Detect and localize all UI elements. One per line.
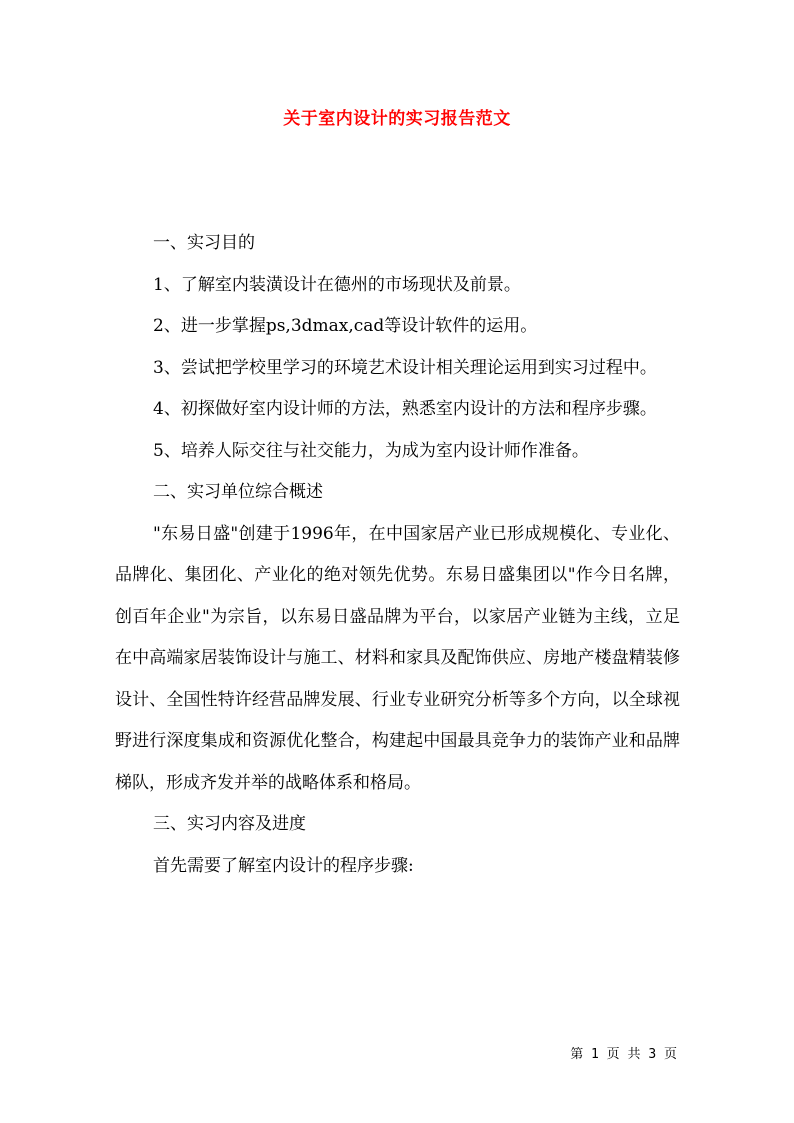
purpose-item-4: 4、初探做好室内设计师的方法，熟悉室内设计的方法和程序步骤。 bbox=[153, 399, 657, 419]
document-title: 关于室内设计的实习报告范文 bbox=[283, 109, 511, 129]
page-number: 第 1 页 共 3 页 bbox=[570, 1047, 677, 1062]
heading-content-progress: 三、实习内容及进度 bbox=[153, 814, 306, 834]
heading-purpose: 一、实习目的 bbox=[153, 233, 255, 253]
document-body bbox=[115, 223, 680, 887]
heading-company-overview: 二、实习单位综合概述 bbox=[153, 482, 323, 502]
purpose-item-3: 3、尝试把学校里学习的环境艺术设计相关理论运用到实习过程中。 bbox=[153, 357, 657, 378]
content-intro-paragraph: 首先需要了解室内设计的程序步骤: bbox=[153, 855, 414, 876]
purpose-item-1: 1、了解室内装潢设计在德州的市场现状及前景。 bbox=[153, 274, 521, 295]
purpose-item-2: 2、进一步掌握ps,3dmax,cad等设计软件的运用。 bbox=[153, 316, 538, 336]
purpose-item-5: 5、培养人际交往与社交能力，为成为室内设计师作准备。 bbox=[153, 440, 589, 461]
company-overview-paragraph: "东易日盛"创建于1996年，在中国家居产业已形成规模化、专业化、品牌化、集团化、产业化的绝对领先优势。东易日盛集团以"作今日名牌，创百年企业"为宗旨，以东易日盛品牌为平台，以家居产业链为主线，立足在中高端家居装饰设计与施工、材料和家具及配饰供应、房地产楼盘精装修设计、全国性特许经营品牌发展、行业专业研究分析等多个方向，以全球视野进行深度集成和资源优化整合，构建起中国最具竞争力的装饰产业和品牌梯队，形成齐发并举的战略体系和格局。 bbox=[115, 523, 680, 793]
